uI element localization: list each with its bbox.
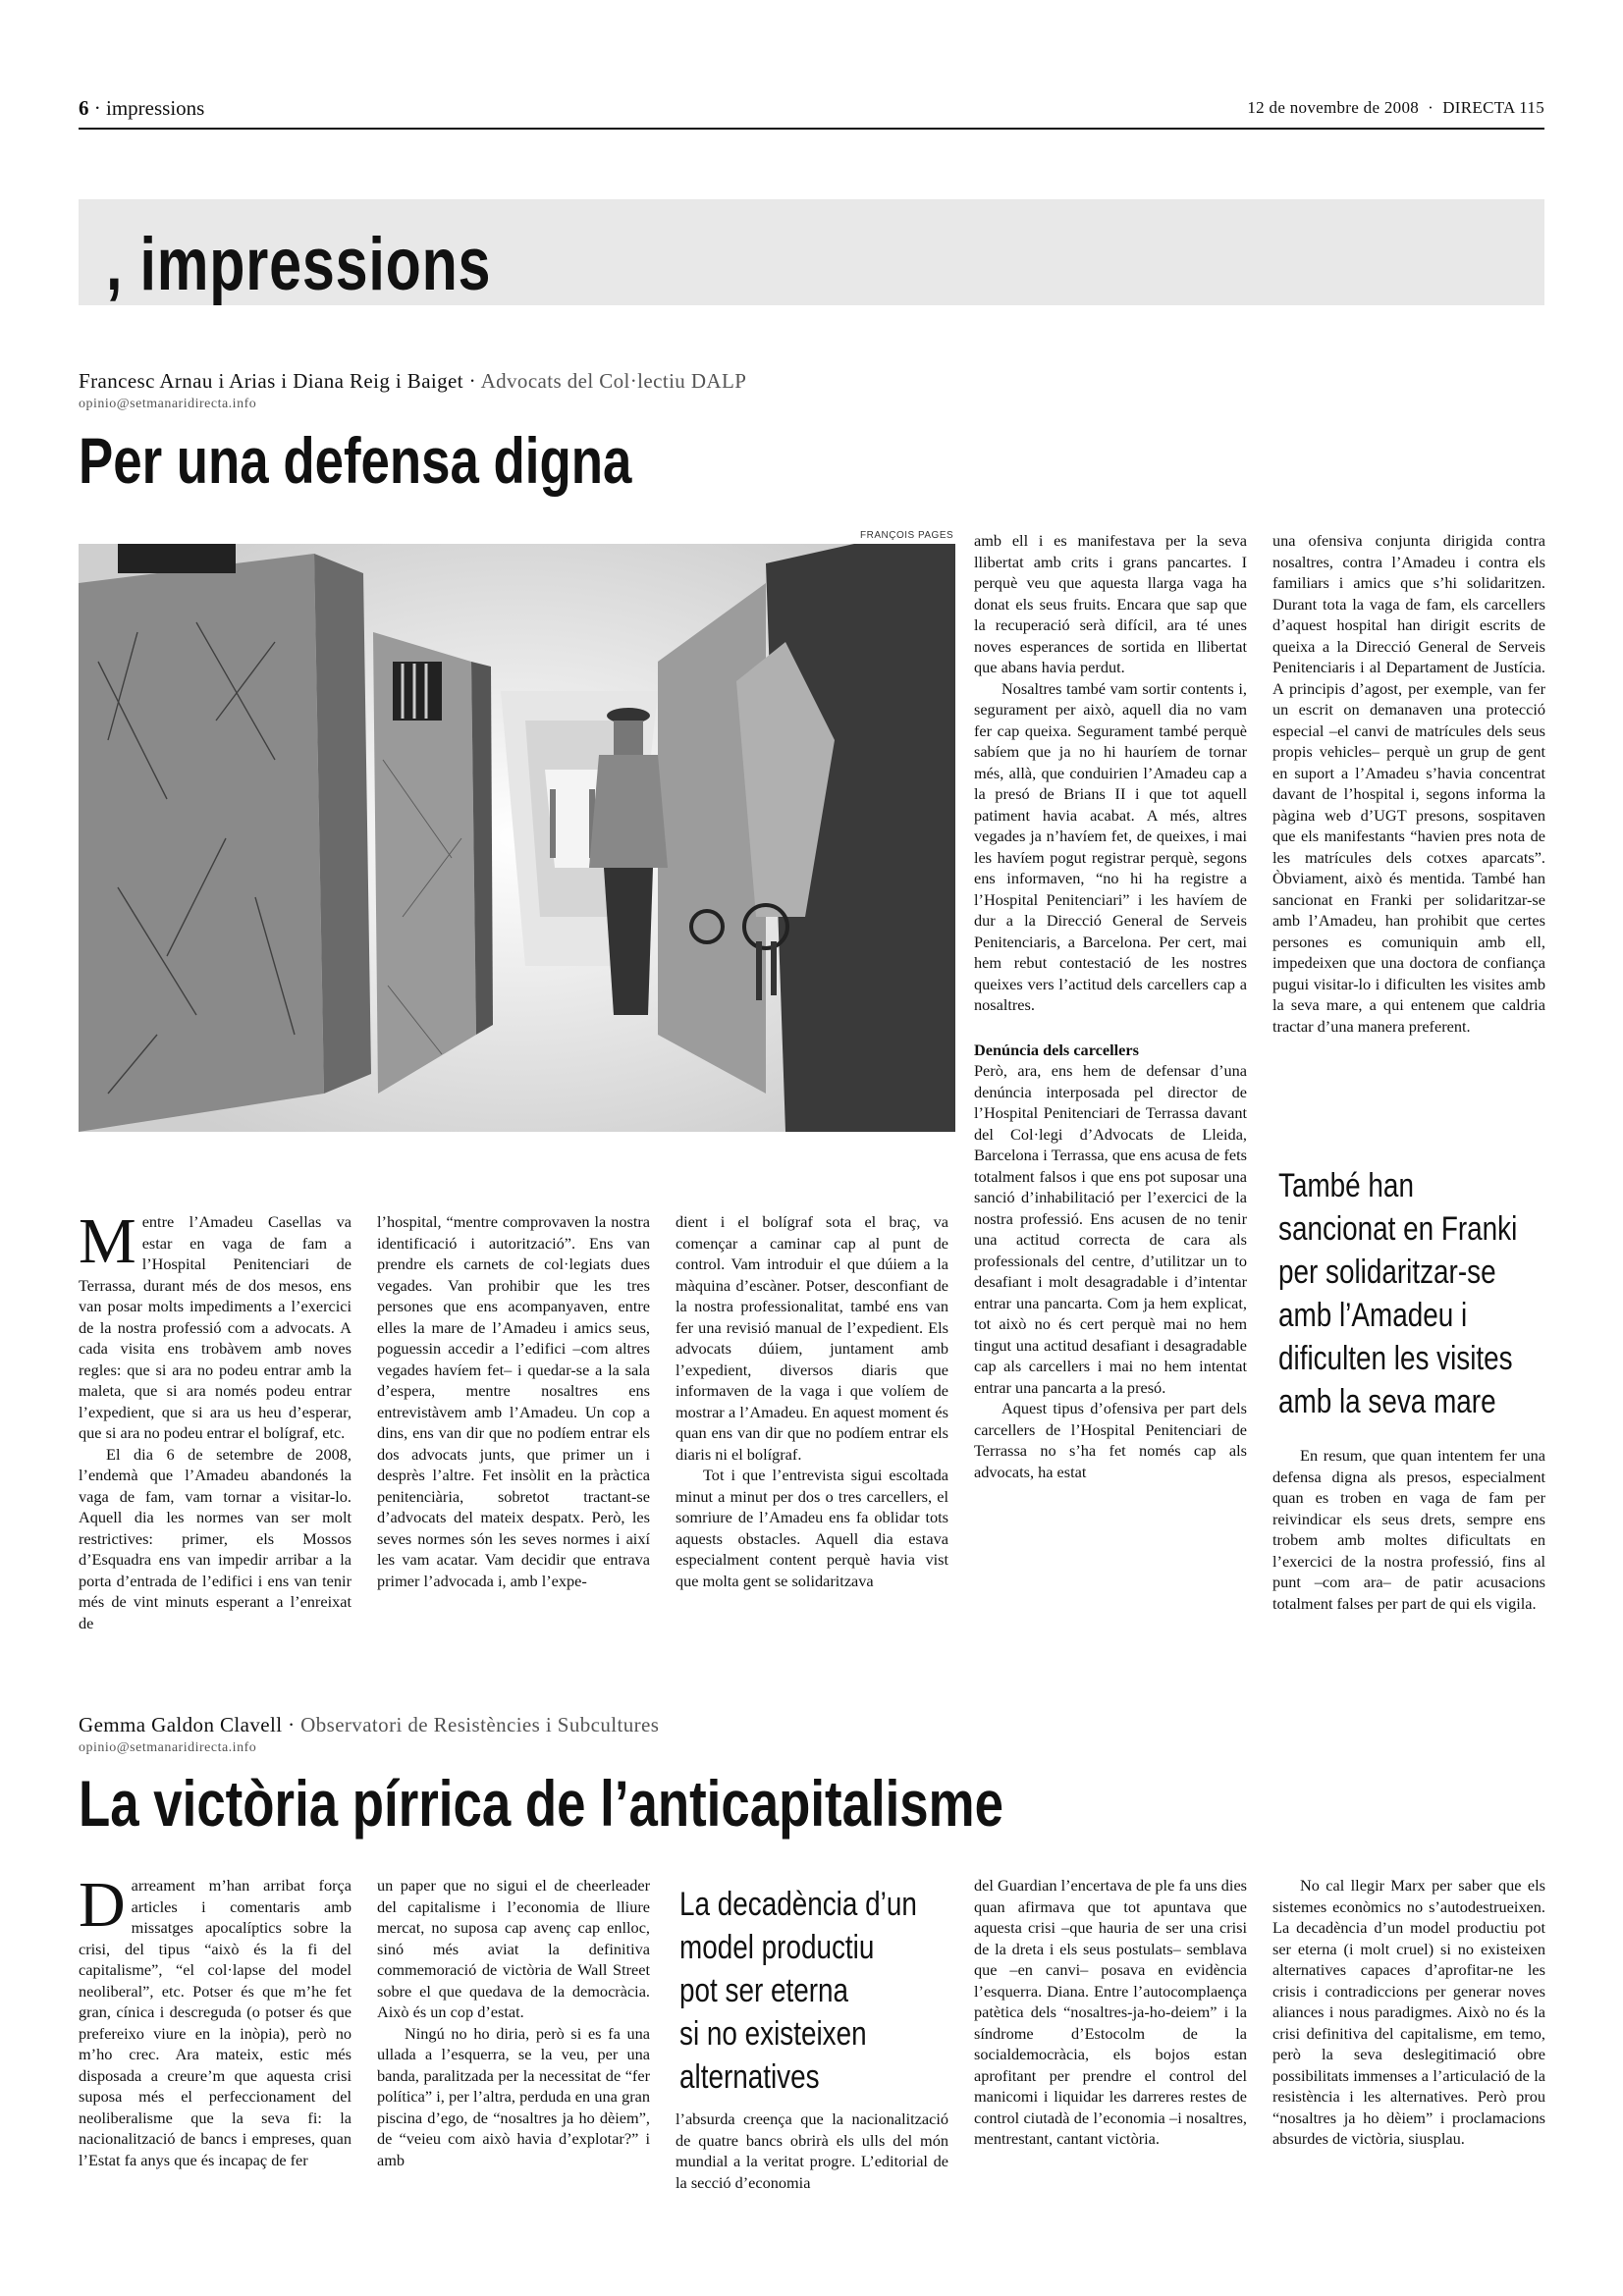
pull-line: També han [1278, 1167, 1414, 1204]
article2-author: Gemma Galdon Clavell [79, 1713, 283, 1736]
pull-line: alternatives [679, 2058, 820, 2096]
article2-col5-p1: No cal llegir Marx per saber que els sistemes econòmics no s’autodestrueixen. La decadència d’un model productiu pot ser eterna (i molt cruel) si no existeixen alternatives capaces d’aprofitar-ne les crisis i contradiccions per generar noves aliances i nous paradigmes. Això no és la crisi definitiva del capitalisme, em temo, però la seva deslegitimació obre possibilitats immenses a l’articulació de la resistència i les alternatives. Però prou “nosaltres ja ho dèiem” i proclamacions absurdes de victòria, siusplau. [1272, 1876, 1545, 2148]
article1-column-3 [676, 1211, 948, 1591]
pull-line: model productiu [679, 1929, 875, 1966]
article1-pull-quote [1278, 1164, 1517, 1423]
article1-column-4 [974, 530, 1247, 1482]
article2-affiliation: Observatori de Resistències i Subcultures [300, 1713, 660, 1736]
article1-col1-p2: El dia 6 de setembre de 2008, l’endemà que l’Amadeu abandonés la vaga de fam, vam tornar a visitar-lo. Aquell dia les normes van ser molt restrictives: primer, els Mossos d’Esquadra ens van impedir arribar a la porta d’entrada de l’edifici i ens van tenir més de vint minuts esperant a l’enreixat de [79, 1444, 352, 1632]
article1-dropcap: M [79, 1205, 136, 1277]
article1-byline: Francesc Arnau i Arias i Diana Reig i Baiget · Advocats del Col·lectiu DALP [79, 369, 747, 393]
article1-col2-p1: l’hospital, “mentre comprovaven la nostra identificació i autorització”. Ens van prendre els carnets de col·legiats dues vegades. Van prohibir que les tres persones que ens acompanyaven, entre elles la mare de l’Amadeu i amics seus, poguessin accedir a l’edifici –com altres vegades havíem fet– i quedar-se a la sala d’espera, mentre nosaltres ens entrevistàvem amb l’Amadeu. Un cop a dins, ens van dir que no podíem entrar els dos advocats junts, que primer un i desprès l’altre. Fet insòlit en la pràctica penitenciària, sobretot tractant-se d’advocats del mateix despatx. Però, les seves normes són les seves normes i així les vam acatar. Vam decidir que entrava primer l’advocada i, amb l’expe- [377, 1212, 650, 1590]
article1-col4-p4: Aquest tipus d’ofensiva per part dels carcellers de l’Hospital Penitenciari de Terrassa no s’ha fet només cap als advocats, ha estat [974, 1399, 1247, 1481]
article2-col2-p2: Ningú no ho diria, però si es fa una ullada a l’esquerra, se la veu, per una banda, paralitzada per la necessitat de “fer política” i, per l’altra, perduda en una gran piscina d’ego, de “nosaltres ja ho dèiem”, de “veieu com això havia d’explotar?” i amb [377, 2023, 650, 2169]
pull-line: La decadència d’un [679, 1886, 917, 1923]
article1-email: opinio@setmanaridirecta.info [79, 397, 257, 411]
section-banner-title: , impressions [106, 223, 492, 306]
article1-title: Per una defensa digna [79, 424, 632, 497]
article2-col4-p1: del Guardian l’encertava de ple fa uns dies quan afirmava que tot apuntava que aquesta crisi –que hauria de ser una crisi de la dreta i els seus postulats– semblava que –en canvi– posava en evidència l’esquerra. Diana. Entre l’autocomplaença patètica dels “nosaltres-ja-ho-deiem” i la síndrome d’Estocolm de la socialdemocràcia, els bojos estan aprofitant per prendre el control del manicomi i liquidar les darreres restes de control ciutadà de l’economia –i nosaltres, mentrestant, cantant victòria. [974, 1876, 1248, 2148]
article1-col5-p2: En resum, que quan intentem fer una defensa digna als presos, especialment quan es troben en vaga de fam per reivindicar els seus drets, sempre ens trobem amb moltes dificultats en l’exercici de la nostra professió, fins al punt –com ara– de patir acusacions totalment falses per part de qui els vigila. [1272, 1446, 1545, 1613]
pull-line: si no existeixen [679, 2015, 867, 2053]
pull-line: amb l’Amadeu i [1278, 1297, 1468, 1334]
article1-column-5 [1272, 530, 1545, 1037]
running-section: impressions [106, 96, 205, 120]
article2-column-1 [79, 1869, 352, 2170]
running-head-left: 6 · impressions [79, 96, 205, 120]
pull-line: sancionat en Franki [1278, 1210, 1518, 1248]
article1-col4-p2: Nosaltres també vam sortir contents i, segurament per això, aquell dia no vam fer cap queixa. Segurament també perquè sabíem que ja no hi hauríem de tornar més, allà, que conduirien l’Amadeu cap a la presó de Brians II i que tot aquell patiment havia acabat. A més, altres vegades ja n’havíem fet, de queixes, i mai les havíem pogut registrar perquè, segons ens informaven, “no hi ha registre a l’Hospital Penitenciari” i les havíem de dur a la Direcció General de Serveis Penitenciaris, a Barcelona. Per cert, mai hem rebut contestació de les nostres queixes vers l’actitud dels carcellers cap a nosaltres. [974, 678, 1247, 1014]
page-number: 6 [79, 96, 89, 120]
article2-col2-p1: un paper que no sigui el de cheerleader del capitalisme i l’economia de lliure mercat, no suposa cap avenç cap enlloc, sinó més aviat la definitiva commemoració de victòria de Wall Street sobre el que quedava de la democràcia. Això és un cop d’estat. [377, 1876, 650, 2021]
pull-line: pot ser eterna [679, 1972, 849, 2009]
article1-col3-p2: Tot i que l’entrevista sigui escoltada minut a minut per dos o tres carcellers, el somriure de l’Amadeu ens fa oblidar tots aquests obstacles. Aquell dia estava especialment content perquè havia vist que molta gent se solidaritzava [676, 1466, 948, 1590]
article1-column-1 [79, 1205, 352, 1633]
article2-col3-p1: l’absurda creença que la nacionalització de quatre bancs obrirà els ulls del món mundial a la veritat progre. L’editorial de la secció d’economia [676, 2109, 948, 2192]
article2-column-4 [974, 1875, 1247, 2150]
running-head-right: 12 de novembre de 2008 · DIRECTA 115 [1247, 98, 1544, 117]
article1-col4-p3: Però, ara, ens hem de defensar d’una denúncia interposada pel director de l’Hospital Penitenciari de Terrassa davant del Col·legi d’Advocats de Lleida, Barcelona i Terrassa, que ens acusa de fets totalment falsos i que ens pot suposar una sanció d’inhabilitació per l’exercici de la nostra professió. Ens acusen de no tenir una actitud correcta de cara als professionals del centre, d’utilitzar un to desafiant i molt desagradable i d’intentar entrar una pancarta. Com ja hem explicat, tot això no és cert perquè mai no hem tingut una actitud desafiant i desagradable cap als carcellers i mai no hem intentat entrar una pancarta a la presó. [974, 1061, 1247, 1397]
issue-number: DIRECTA 115 [1442, 98, 1544, 117]
article1-column-5-end [1272, 1445, 1545, 1614]
article1-col4-p1: amb ell i es manifestava per la seva llibertat amb crits i grans pancartes. I perquè veu que aquesta llarga vaga ha donat els seus fruits. Encara que sap que la recuperació serà difícil, ara té unes noves esperances de sortida en llibertat que abans havia perdut. [974, 531, 1247, 676]
prison-corridor-icon [79, 544, 955, 1132]
article2-column-5 [1272, 1875, 1545, 2150]
article2-pull-quote [679, 1883, 917, 2099]
article1-authors: Francesc Arnau i Arias i Diana Reig i Baiget [79, 369, 464, 393]
article2-col1-p1: arreament m’han arribat força articles i comentaris amb missatges apocalíptics sobre la crisi, del tipus “això és la fi del capitalisme”, “el col·lapse del model neoliberal”, etc. Potser és que m’he fet gran, cínica i descreguda (o potser és que prefereixo viure en la inòpia), però no m’ho crec. Ara mateix, estic més disposada a creure’m que aquesta crisi suposa més el perfeccionament del neoliberalisme que la seva fi: la nacionalització de bancs i empreses, quan l’Estat fa anys que és incapaç de fer [79, 1876, 352, 2169]
article1-column-2 [377, 1211, 650, 1591]
photo-credit: FRANÇOIS PAGES [860, 530, 954, 541]
article1-subhead: Denúncia dels carcellers [974, 1040, 1139, 1059]
pull-line: amb la seva mare [1278, 1383, 1496, 1420]
article1-col3-p1: dient i el bolígraf sota el braç, va començar a caminar cap al punt de control. Vam introduir el que dúiem a la màquina d’escàner. Potser, desconfiant de la nostra professionalitat, també ens van fer una revisió manual de l’expedient. Els advocats dúiem, juntament amb l’expedient, diversos diaris que informaven de la vaga i que volíem de mostrar a l’Amadeu. En aquest moment és quan ens van dir que no podíem entrar els diaris ni el bolígraf. [676, 1212, 948, 1464]
article2-title: La victòria pírrica de l’anticapitalisme [79, 1767, 1003, 1840]
pull-line: dificulten les visites [1278, 1340, 1513, 1377]
issue-date: 12 de novembre de 2008 [1247, 98, 1420, 117]
pull-line: per solidaritzar-se [1278, 1254, 1496, 1291]
article1-col1-p1: entre l’Amadeu Casellas va estar en vaga de fam a l’Hospital Penitenciari de Terrassa, durant més de dos mesos, ens van posar molts impediments a l’exercici de la nostra professió com a advocats. A cada visita ens trobàvem amb noves regles: que si ara no podeu entrar amb la maleta, que si ara només podeu entrar l’expedient, que si ara us heu d’esperar, que si ara no podeu entrar el bolígraf, etc. [79, 1212, 352, 1442]
article1-affiliation: Advocats del Col·lectiu DALP [480, 369, 747, 393]
article2-email: opinio@setmanaridirecta.info [79, 1740, 257, 1755]
article2-dropcap: D [79, 1869, 126, 1941]
article2-byline: Gemma Galdon Clavell · Observatori de Resistències i Subcultures [79, 1713, 660, 1736]
header-rule [79, 128, 1544, 130]
article2-column-3 [676, 2109, 948, 2193]
article2-column-2 [377, 1875, 650, 2170]
prison-corridor-illustration [79, 544, 955, 1132]
article1-col5-p1: una ofensiva conjunta dirigida contra nosaltres, contra l’Amadeu i contra els familiars i amics que s’hi solidaritzen. Durant tota la vaga de fam, els carcellers d’aquest hospital han dirigit escrits de queixa a la Direcció General de Serveis Penitenciaris i al Departament de Justícia. A principis d’agost, per exemple, van fer un escrit on demanaven una protecció especial –el canvi de matrícules dels seus propis vehicles– perquè un grup de gent en suport a l’Amadeu s’havia concentrat davant de l’hospital i, segons informa la pàgina web d’UGT presons, sospitaven que els manifestants “havien pres nota de les matrícules dels cotxes aparcats”. Òbviament, això és mentida. També han sancionat en Franki per solidaritzar-se amb l’Amadeu, han prohibit que certes persones es comuniquin amb ell, impedeixen que una doctora de confiança pugui visitar-lo i dificulten les visites amb la seva mare, a qui entenem que caldria tractar d’una manera preferent. [1272, 531, 1545, 1036]
